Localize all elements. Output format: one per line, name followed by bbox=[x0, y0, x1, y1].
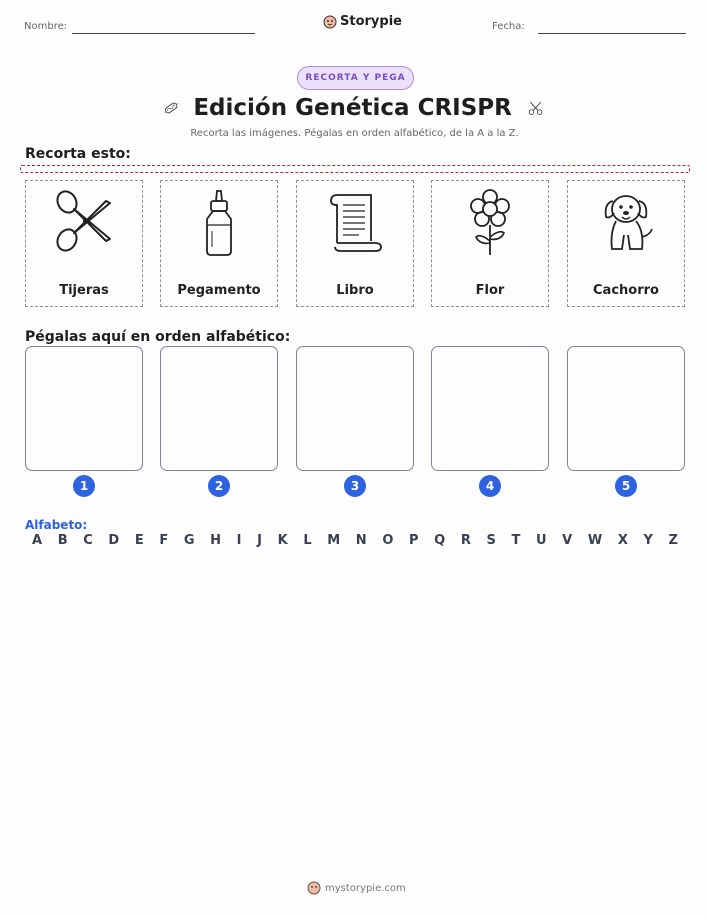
name-line[interactable] bbox=[72, 33, 255, 34]
cut-and-paste-badge: RECORTA Y PEGA bbox=[297, 66, 414, 90]
slot-number-3: 3 bbox=[344, 475, 366, 497]
cut-card-flor[interactable] bbox=[431, 180, 549, 307]
alphabet-letter: Q bbox=[434, 533, 446, 548]
alphabet-letter: L bbox=[303, 533, 312, 548]
alphabet-letter: K bbox=[277, 533, 288, 548]
footer bbox=[307, 881, 406, 895]
scroll-book-icon bbox=[327, 189, 383, 253]
cut-card-label: Pegamento bbox=[177, 283, 261, 298]
slot-number-5: 5 bbox=[615, 475, 637, 497]
title-scissors-icon bbox=[528, 95, 543, 121]
paste-slot-3[interactable] bbox=[296, 346, 414, 471]
cut-card-tijeras[interactable] bbox=[25, 180, 143, 307]
cut-card-label: Flor bbox=[475, 283, 505, 298]
cut-card-label: Libro bbox=[336, 283, 374, 298]
cut-card-libro[interactable] bbox=[296, 180, 414, 307]
cut-section-heading: Recorta esto: bbox=[25, 146, 131, 162]
alphabet-letter: X bbox=[617, 533, 628, 548]
glue-bottle-icon bbox=[199, 189, 239, 257]
slot-number-1: 1 bbox=[73, 475, 95, 497]
alphabet-letter: I bbox=[236, 533, 242, 548]
alphabet-letter: R bbox=[460, 533, 471, 548]
alphabet-letter: M bbox=[327, 533, 341, 548]
alphabet-letters bbox=[32, 533, 678, 548]
paste-slot-5[interactable] bbox=[567, 346, 685, 471]
alphabet-letter: U bbox=[535, 533, 547, 548]
dna-bacteria-icon bbox=[163, 96, 179, 120]
flower-icon bbox=[466, 189, 514, 257]
alphabet-letter: T bbox=[511, 533, 521, 548]
alphabet-letter: G bbox=[183, 533, 195, 548]
date-line[interactable] bbox=[538, 33, 686, 34]
alphabet-letter: P bbox=[409, 533, 419, 548]
instructions: Recorta las imágenes. Pégalas en orden alfabético, de la A a la Z. bbox=[190, 128, 519, 139]
slot-number-4: 4 bbox=[479, 475, 501, 497]
cut-card-label: Tijeras bbox=[59, 283, 109, 298]
puppy-icon bbox=[598, 189, 654, 255]
alphabet-letter: Z bbox=[668, 533, 678, 548]
paste-slot-2[interactable] bbox=[160, 346, 278, 471]
title-row bbox=[163, 92, 543, 124]
alphabet-letter: B bbox=[57, 533, 68, 548]
cut-card-cachorro[interactable] bbox=[567, 180, 685, 307]
storypie-mascot-icon bbox=[323, 15, 337, 29]
page-title: Edición Genética CRISPR bbox=[193, 95, 512, 121]
alphabet-heading: Alfabeto: bbox=[25, 518, 88, 532]
alphabet-letter: V bbox=[562, 533, 573, 548]
alphabet-letter: J bbox=[257, 533, 262, 548]
alphabet-letter: W bbox=[587, 533, 603, 548]
footer-url[interactable]: mystorypie.com bbox=[325, 882, 406, 894]
alphabet-letter: A bbox=[32, 533, 43, 548]
paste-slot-1[interactable] bbox=[25, 346, 143, 471]
alphabet-letter: E bbox=[134, 533, 144, 548]
name-label: Nombre: bbox=[24, 21, 68, 32]
storypie-footer-icon bbox=[307, 881, 321, 895]
slot-number-2: 2 bbox=[208, 475, 230, 497]
alphabet-letter: H bbox=[210, 533, 222, 548]
cut-card-pegamento[interactable] bbox=[160, 180, 278, 307]
scissors-icon bbox=[54, 189, 114, 253]
alphabet-letter: N bbox=[355, 533, 367, 548]
alphabet-letter: S bbox=[486, 533, 496, 548]
alphabet-letter: D bbox=[108, 533, 120, 548]
brand-name: Storypie bbox=[340, 14, 402, 29]
brand-logo bbox=[323, 14, 402, 29]
alphabet-letter: Y bbox=[643, 533, 653, 548]
date-label: Fecha: bbox=[492, 21, 525, 32]
cut-line bbox=[20, 165, 690, 173]
alphabet-letter: F bbox=[159, 533, 169, 548]
alphabet-letter: O bbox=[382, 533, 394, 548]
cut-card-label: Cachorro bbox=[593, 283, 659, 298]
alphabet-letter: C bbox=[83, 533, 93, 548]
paste-section-heading: Pégalas aquí en orden alfabético: bbox=[25, 329, 291, 345]
paste-slot-4[interactable] bbox=[431, 346, 549, 471]
